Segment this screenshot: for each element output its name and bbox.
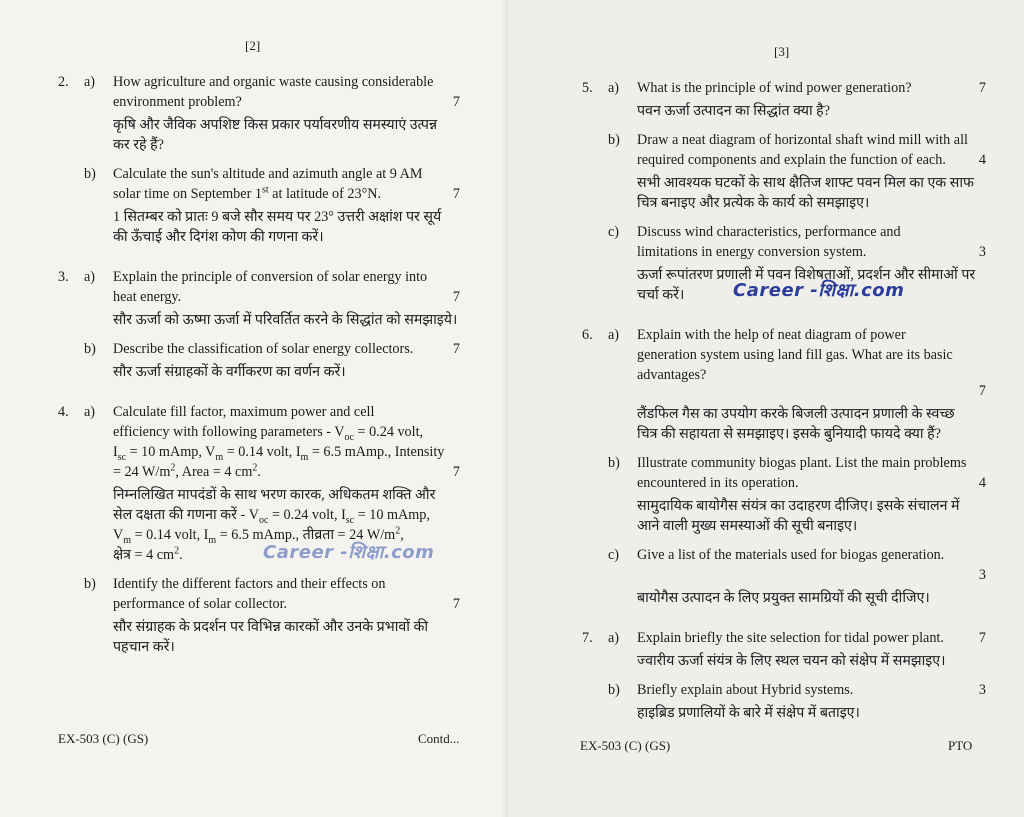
question-text: limitations in energy conversion system.: [637, 244, 867, 260]
part-label: b): [84, 341, 96, 357]
question-text-hindi: आने वाली मुख्य समस्याओं की सूची बनाइए।: [637, 518, 858, 534]
question-text-hindi: सौर संग्राहक के प्रदर्शन पर विभिन्न कारकों और उनके प्रभावों की: [113, 619, 429, 635]
part-label: c): [608, 547, 620, 563]
question-number: 5.: [582, 80, 593, 96]
question-5c: [582, 222, 986, 305]
question-number: 3.: [58, 269, 69, 285]
marks: 3: [978, 682, 986, 698]
question-text: $I_{sc} = 10$ mAmp, $V_m = 0.14$ volt, $I_m = 6.5$ mAmp., Intensity: [113, 444, 445, 463]
question-text-hindi: चित्र बनाइए और प्रत्येक के कार्य को समझाइए।: [637, 195, 870, 211]
question-3a: [58, 267, 460, 330]
part-label: a): [608, 630, 620, 646]
question-7b: [582, 680, 986, 723]
question-4b: [58, 574, 460, 657]
question-text-hindi: $V_m = 0.14$ volt, $I_m = 6.5$ mAmp., तीव्रता = 24 $W/m^2$,: [113, 525, 404, 546]
question-text: Discuss wind characteristics, performance and: [637, 224, 901, 240]
question-text-hindi: की ऊँचाई और दिगंश कोण की गणना करें।: [113, 229, 324, 245]
question-text-hindi: सामुदायिक बायोगैस संयंत्र का उदाहरण दीजिए। इसके संचालन में: [637, 498, 960, 514]
question-text: heat energy.: [113, 289, 182, 305]
question-6a: [582, 325, 986, 444]
left-page: [0, 0, 508, 817]
marks: 7: [978, 383, 986, 399]
question-text-hindi: लैंडफिल गैस का उपयोग करके बिजली उत्पादन प्रणाली के स्वच्छ: [637, 406, 955, 422]
question-number: 6.: [582, 327, 593, 343]
part-label: a): [84, 269, 96, 285]
question-text: efficiency with following parameters - $V_{oc} = 0.24$ volt,: [113, 424, 424, 443]
part-label: b): [84, 576, 96, 592]
part-label: b): [84, 166, 96, 182]
question-2b: [58, 164, 460, 247]
question-text-hindi: पहचान करें।: [113, 639, 175, 655]
question-text-hindi: ऊर्जा रूपांतरण प्रणाली में पवन विशेषताओं, प्रदर्शन और सीमाओं पर: [637, 267, 976, 283]
question-number: 7.: [582, 630, 593, 646]
right-page: [508, 0, 1024, 817]
part-label: a): [84, 74, 96, 90]
question-text-hindi: कर रहे हैं?: [113, 137, 164, 153]
question-text-hindi: निम्नलिखित मापदंडों के साथ भरण कारक, अधिकतम शक्ति और: [113, 487, 436, 503]
question-text-hindi: सौर ऊर्जा को ऊष्मा ऊर्जा में परिवर्तित करने के सिद्धांत को समझाइये।: [113, 312, 458, 328]
question-6c: [582, 545, 986, 608]
question-2a: [58, 72, 460, 155]
marks: 7: [452, 186, 460, 202]
question-text: solar time on September 1st at latitude of 23°N. 7: [113, 184, 460, 202]
part-label: b): [608, 455, 620, 471]
question-text: Calculate fill factor, maximum power and cell: [113, 404, 375, 420]
page-number: [2]: [245, 38, 261, 53]
marks: 7: [452, 596, 460, 612]
question-text-hindi: चित्र की सहायता से समझाइए। इसके बुनियादी फायदे क्या हैं?: [637, 426, 941, 442]
footer-pto: PTO: [948, 738, 973, 753]
watermark: Career -शिक्षा.com: [263, 542, 435, 563]
part-label: c): [608, 224, 620, 240]
question-number: 4.: [58, 404, 69, 420]
question-3b: [58, 339, 460, 382]
question-text: How agriculture and organic waste causing considerable: [113, 74, 434, 90]
question-5a: [582, 78, 986, 121]
question-text: Explain the principle of conversion of solar energy into: [113, 269, 428, 285]
watermark: Career -शिक्षा.com: [733, 280, 905, 301]
question-4a: [58, 402, 460, 565]
questions-block: [582, 78, 986, 723]
question-text: generation system using land fill gas. What are its basic: [637, 347, 953, 363]
question-number: 2.: [58, 74, 69, 90]
marks: 7: [452, 341, 460, 357]
question-text-hindi: क्षेत्र = 4 $cm^2$. Career -शिक्षा.com: [113, 542, 435, 563]
question-text: Illustrate community biogas plant. List the main problems: [637, 455, 967, 471]
question-text-hindi: 1 सितम्बर को प्रातः 9 बजे सौर समय पर 23° उत्तरी अक्षांश पर सूर्य: [113, 209, 442, 225]
question-6b: [582, 453, 986, 536]
page-number: [3]: [774, 44, 790, 59]
question-text-hindi: सभी आवश्यक घटकों के साथ क्षैतिज शाफ्ट पवन मिल का एक साफ: [637, 175, 974, 191]
question-text-hindi: हाइब्रिड प्रणालियों के बारे में संक्षेप में बताइए।: [637, 705, 860, 721]
marks: 7: [978, 80, 986, 96]
marks: 4: [978, 152, 986, 168]
part-label: a): [608, 80, 620, 96]
question-text-hindi: ज्वारीय ऊर्जा संयंत्र के लिए स्थल चयन को संक्षेप में समझाइए।: [637, 653, 946, 669]
question-text: Briefly explain about Hybrid systems.: [637, 682, 854, 698]
marks: 7: [978, 630, 986, 646]
question-text: advantages?: [637, 367, 707, 383]
question-text: Draw a neat diagram of horizontal shaft wind mill with all: [637, 132, 968, 148]
marks: 3: [978, 567, 986, 583]
question-text: Give a list of the materials used for biogas generation.: [637, 547, 945, 563]
question-7a: [582, 628, 986, 671]
question-text-hindi: बायोगैस उत्पादन के लिए प्रयुक्त सामग्रियों की सूची दीजिए।: [637, 590, 930, 606]
question-text: What is the principle of wind power generation?: [637, 80, 912, 96]
marks: 7: [452, 94, 460, 110]
footer-code: EX-503 (C) (GS): [580, 738, 671, 753]
question-text: Identify the different factors and their effects on: [113, 576, 386, 592]
question-text-hindi: पवन ऊर्जा उत्पादन का सिद्धांत क्या है?: [637, 103, 831, 119]
question-text: performance of solar collector.: [113, 596, 288, 612]
marks: 3: [978, 244, 986, 260]
question-text: encountered in its operation.: [637, 475, 799, 491]
footer-contd: Contd...: [418, 731, 460, 746]
question-text-hindi: सौर ऊर्जा संग्राहकों के वर्गीकरण का वर्णन करें।: [113, 364, 346, 380]
part-label: b): [608, 132, 620, 148]
question-text: = 24 $W/m^2$, Area = 4 $cm^2$. 7: [113, 462, 460, 480]
question-text-hindi: चर्चा करें।: [637, 287, 685, 303]
question-text-hindi: कृषि और जैविक अपशिष्ट किस प्रकार पर्यावरणीय समस्याएं उत्पन्न: [113, 117, 438, 133]
question-text-hindi: सेल दक्षता की गणना करें - $V_{oc} = 0.24$ volt, $I_{sc} = 10$ mAmp,: [113, 507, 430, 526]
part-label: a): [84, 404, 96, 420]
part-label: b): [608, 682, 620, 698]
question-5b: [582, 130, 986, 213]
questions-block: [58, 72, 460, 657]
question-text: environment problem?: [113, 94, 242, 110]
marks: 7: [452, 464, 460, 480]
question-text: Calculate the sun's altitude and azimuth angle at 9 AM: [113, 166, 423, 182]
footer-code: EX-503 (C) (GS): [58, 731, 149, 746]
part-label: a): [608, 327, 620, 343]
question-text: Explain briefly the site selection for tidal power plant.: [637, 630, 944, 646]
question-text: Explain with the help of neat diagram of power: [637, 327, 906, 343]
marks: 4: [978, 475, 986, 491]
marks: 7: [452, 289, 460, 305]
question-text: required components and explain the function of each.: [637, 152, 946, 168]
question-text: Describe the classification of solar energy collectors.: [113, 341, 414, 357]
